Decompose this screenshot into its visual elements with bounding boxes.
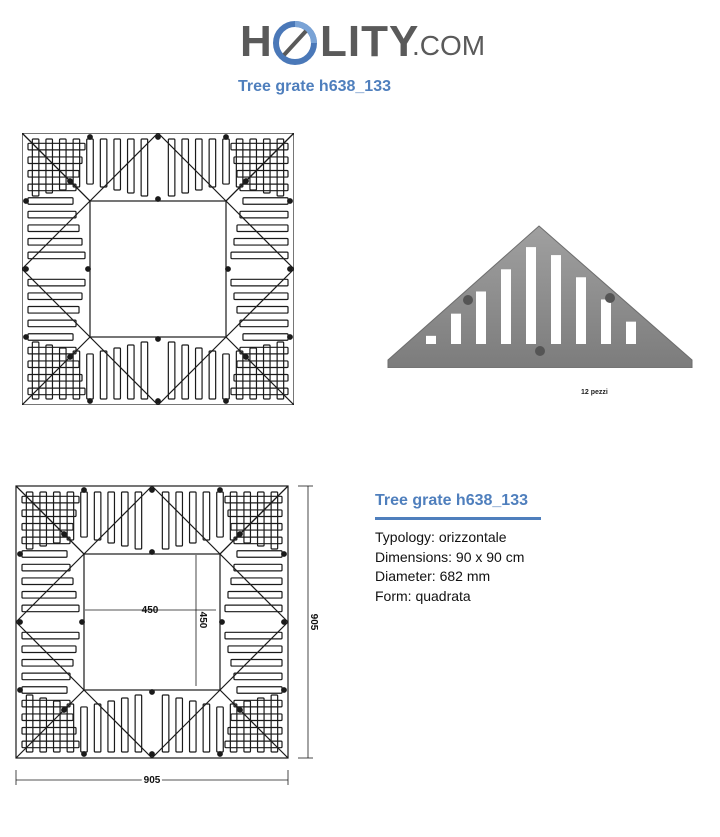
pieces-count-label: 12 pezzi [581, 389, 608, 396]
product-heading: Tree grate h638_133 [375, 492, 528, 509]
page-title: Tree grate h638_133 [238, 78, 391, 95]
spec-dimensions: Dimensions: 90 x 90 cm [375, 548, 525, 565]
spec-diameter: Diameter: 682 mm [375, 568, 491, 584]
logo-o-ring-icon [272, 20, 318, 66]
inner-height-label: 450 [197, 611, 208, 629]
outer-width-label: 905 [143, 775, 161, 786]
inner-width-label: 450 [141, 605, 159, 616]
logo-domain: .COM [412, 30, 486, 61]
logo-letter-h: H [240, 17, 273, 66]
product-specs [375, 528, 524, 606]
tree-grate-dimension-drawing [10, 480, 320, 790]
spec-form: Form: quadrata [375, 587, 471, 604]
logo-letters-lity: LITY [320, 17, 420, 66]
spec-typology: Typology: orizzontale [375, 529, 507, 545]
outer-height-label: 905 [308, 613, 319, 631]
heading-underline [375, 517, 541, 520]
tree-grate-plan-drawing [22, 133, 294, 405]
grate-segment-image [386, 222, 696, 368]
